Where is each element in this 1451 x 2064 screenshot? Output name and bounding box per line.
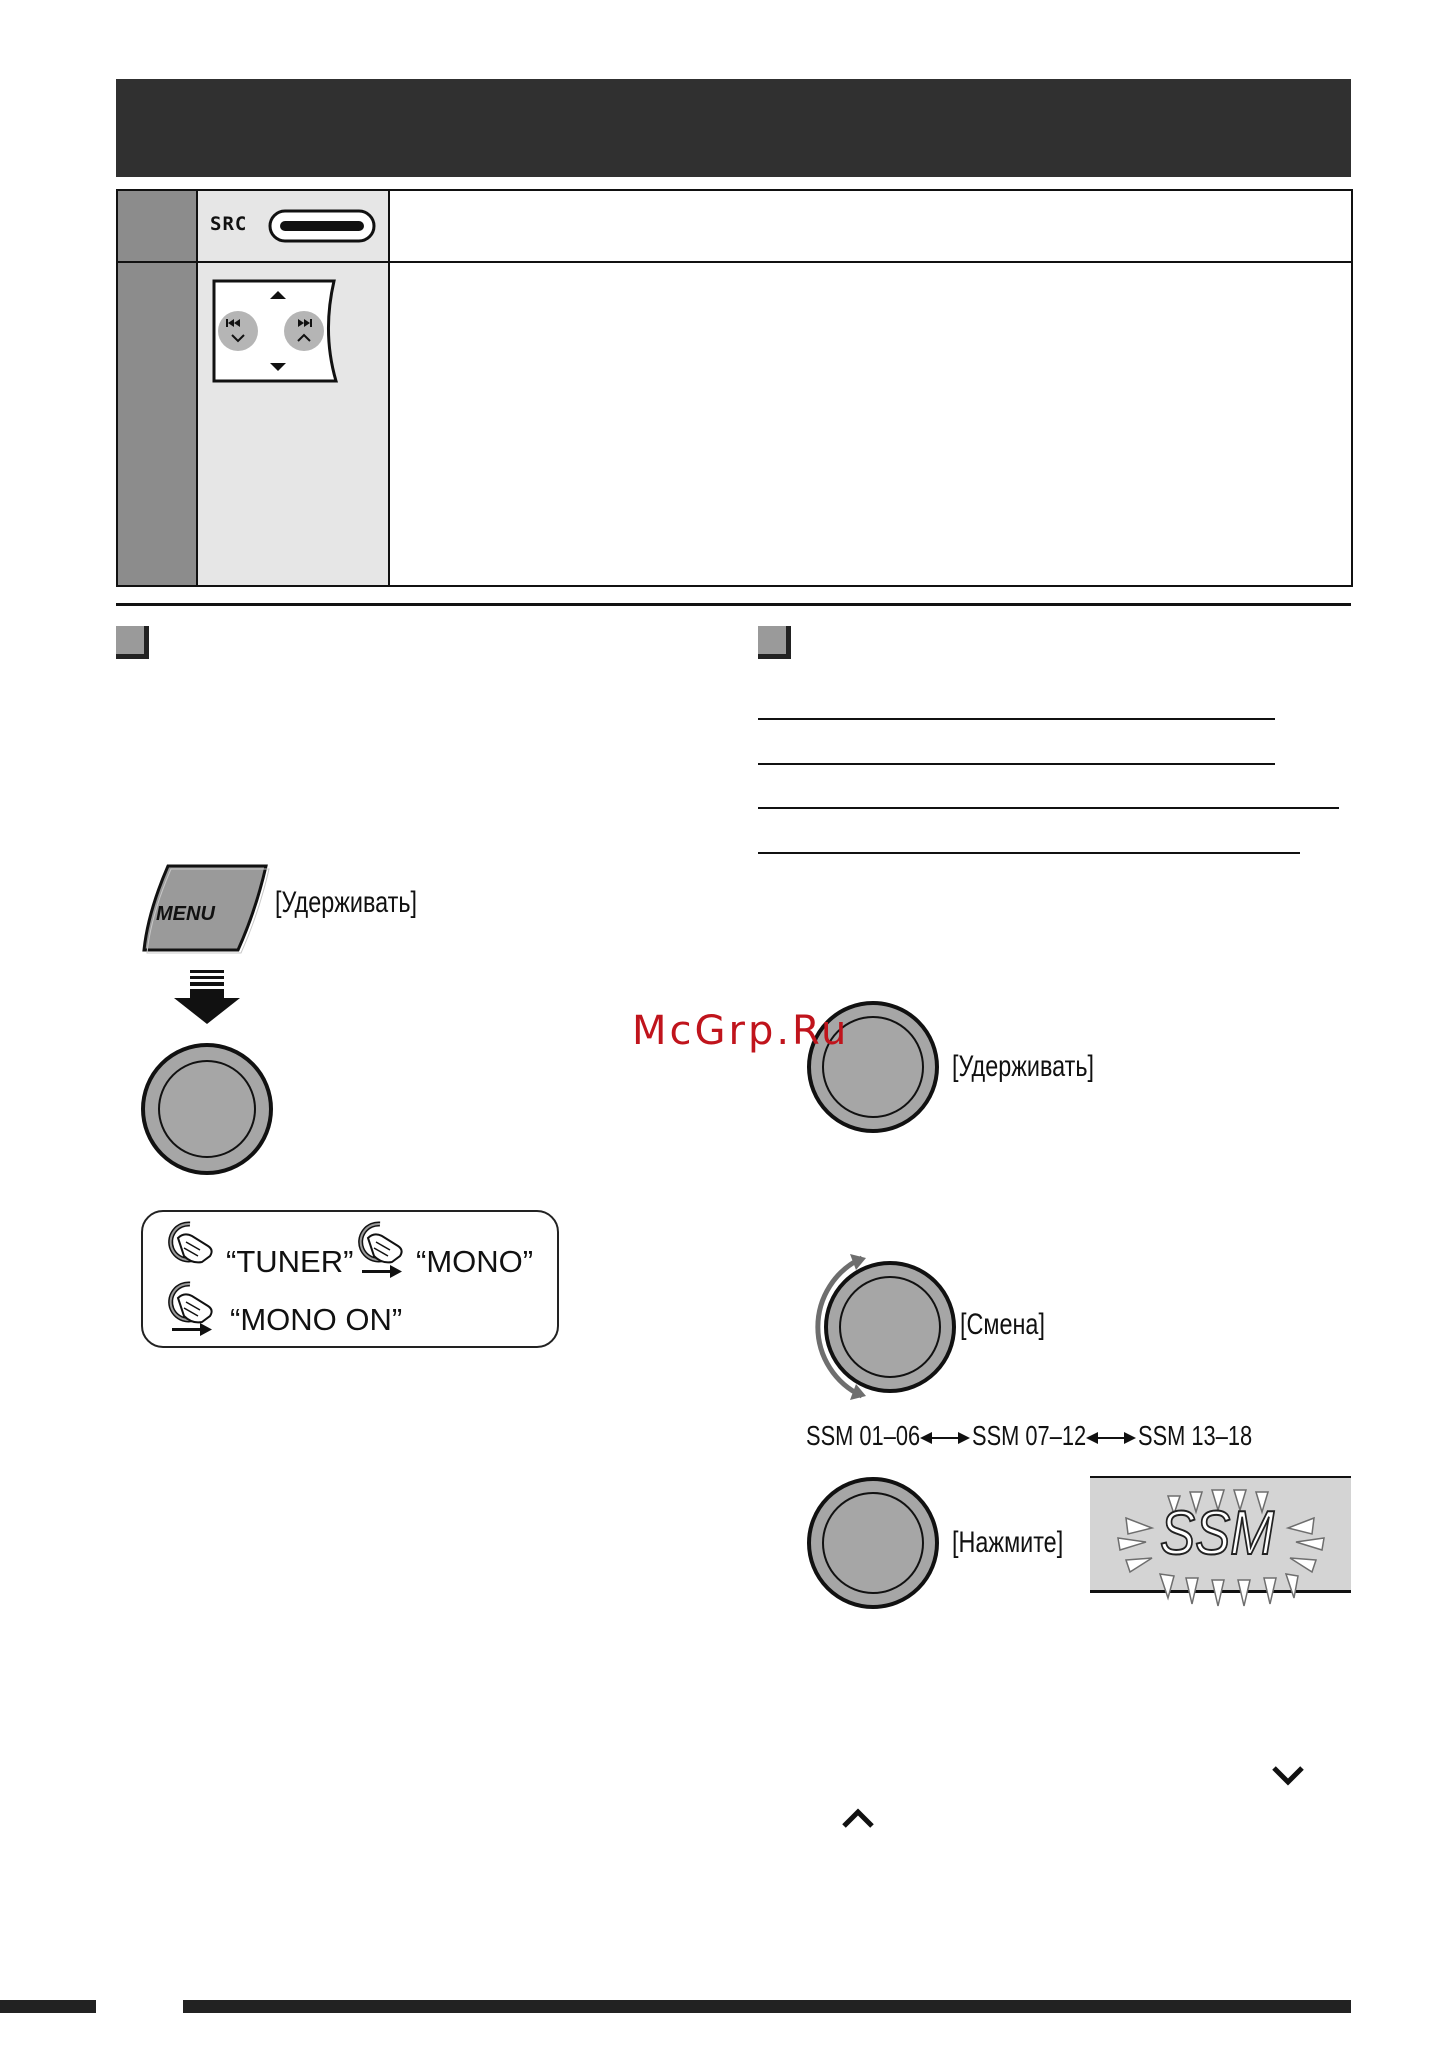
src-button[interactable] xyxy=(210,205,380,247)
chevron-down-icon xyxy=(1270,1764,1306,1788)
watermark: McGrp.Ru xyxy=(632,1008,850,1054)
header-bar xyxy=(116,79,1351,177)
double-arrow-icon xyxy=(1086,1428,1136,1448)
press-label: [Нажмите] xyxy=(952,1526,1064,1559)
double-arrow-icon xyxy=(920,1428,970,1448)
seek-pad-icon[interactable] xyxy=(210,277,342,387)
underline-4 xyxy=(758,852,1300,854)
underline-1 xyxy=(758,718,1275,720)
chevron-up-icon xyxy=(840,1806,876,1830)
ssm-display-text: SSM xyxy=(1160,1499,1275,1568)
down-arrow-icon xyxy=(172,970,242,1026)
src-label: SRC xyxy=(210,213,248,235)
menu-label: MENU xyxy=(156,903,215,925)
right-arrow-icon xyxy=(172,1322,212,1336)
footer-bar-right xyxy=(183,2000,1351,2013)
change-label: [Смена] xyxy=(960,1308,1045,1341)
ssm-cycle-item-1: SSM 01–06 xyxy=(806,1420,921,1451)
left-section-marker xyxy=(116,626,149,659)
src-slot-icon xyxy=(268,209,376,243)
control-dial-press[interactable] xyxy=(806,1476,940,1610)
right-arrow-icon xyxy=(362,1264,402,1278)
rotate-hand-icon xyxy=(162,1220,220,1266)
control-dial-left[interactable] xyxy=(140,1042,274,1176)
display-text-mono: “MONO” xyxy=(416,1244,534,1279)
right-hold-label: [Удерживать] xyxy=(952,1050,1095,1083)
display-text-tuner: “TUNER” xyxy=(226,1244,354,1279)
section-rule xyxy=(116,603,1351,606)
right-section-marker xyxy=(758,626,791,659)
underline-2 xyxy=(758,763,1275,765)
ssm-cycle-item-3: SSM 13–18 xyxy=(1138,1420,1253,1451)
left-hold-label: [Удерживать] xyxy=(275,886,418,919)
ssm-display-panel xyxy=(1090,1476,1351,1593)
rotate-hand-icon xyxy=(352,1220,410,1266)
footer-bar-left xyxy=(0,2000,96,2013)
underline-3 xyxy=(758,807,1339,809)
control-dial-rotate[interactable] xyxy=(800,1252,960,1402)
display-text-mono-on: “MONO ON” xyxy=(230,1302,403,1337)
controls-table xyxy=(116,189,1353,587)
rotate-hand-icon xyxy=(162,1280,220,1326)
ssm-cycle-item-2: SSM 07–12 xyxy=(972,1420,1087,1451)
